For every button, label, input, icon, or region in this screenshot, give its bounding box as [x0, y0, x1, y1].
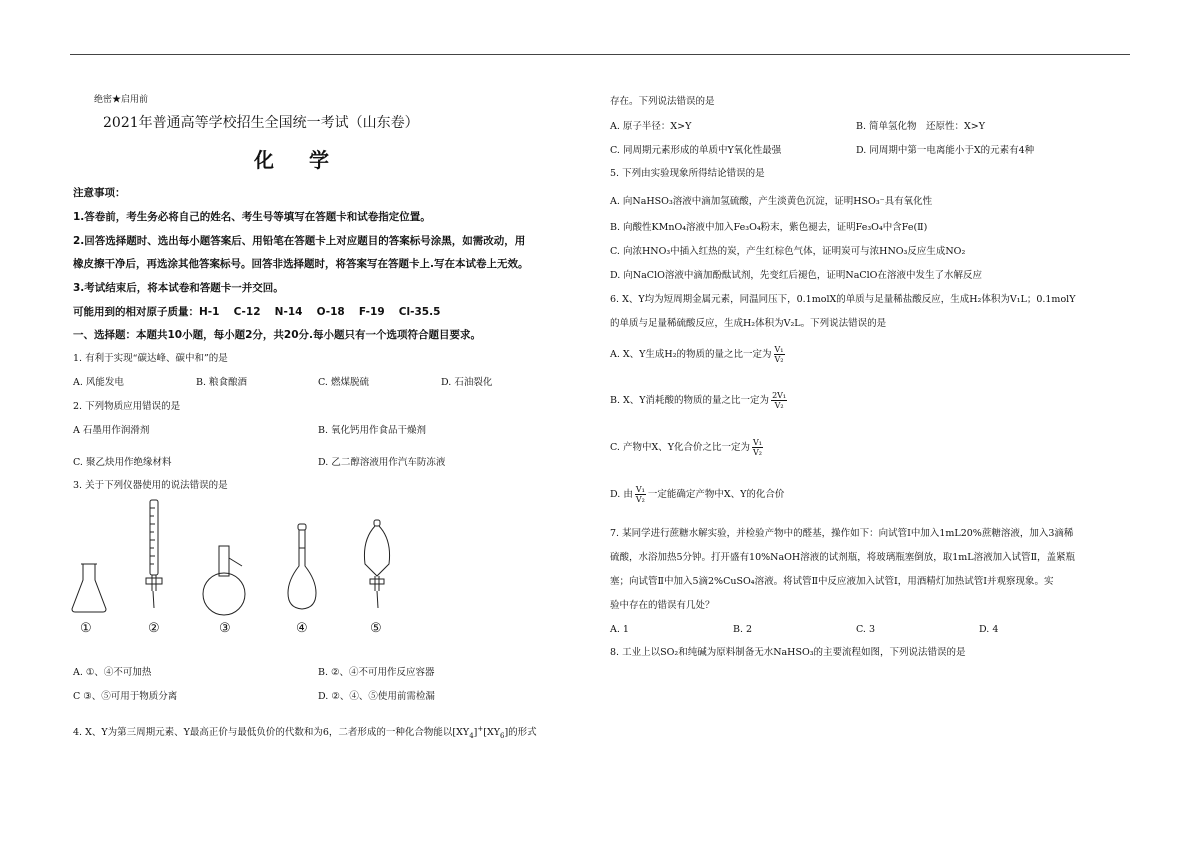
q3-stem: 3. 关于下列仪器使用的说法错误的是: [73, 480, 228, 491]
q3-option-b: B. ②、④不可用作反应容器: [318, 667, 435, 678]
q7-line-1: 7. 某同学进行蔗糖水解实验，并检验产物中的醛基，操作如下：向试管Ⅰ中加入1mL20%蔗糖溶液，加入3滴稀: [610, 528, 1074, 539]
distilling-flask-icon: [203, 546, 245, 615]
q1-stem: 1. 有利于实现“碳达峰、碳中和”的是: [73, 353, 228, 364]
q5-option-a: A. 向NaHSO₃溶液中滴加氢硫酸，产生淡黄色沉淀，证明HSO₃⁻具有氧化性: [610, 196, 933, 207]
q5-option-b: B. 向酸性KMnO₄溶液中加入Fe₃O₄粉末，紫色褪去，证明Fe₃O₄中含Fe(Ⅱ): [610, 222, 928, 233]
q1-option-a: A. 风能发电: [73, 377, 124, 388]
q5-stem: 5. 下列由实验现象所得结论错误的是: [610, 168, 765, 179]
exam-title: 2021年普通高等学校招生全国统一考试（山东卷）: [103, 115, 419, 131]
q2-option-b: B. 氧化钙用作食品干燥剂: [318, 425, 427, 436]
fraction-v1-v2: $\frac{\text{V₁}}{\text{V₂}}$: [774, 345, 784, 364]
q4-option-a: A. 原子半径：X>Y: [610, 121, 692, 132]
q5-option-d: D. 向NaClO溶液中滴加酚酞试剂，先变红后褪色，证明NaClO在溶液中发生了水解反应: [610, 270, 982, 281]
note-2b: 橡皮擦干净后，再选涂其他答案标号。回答非选择题时，将答案写在答题卡上.写在本试卷上无效。: [73, 258, 529, 270]
q4-stem-continued: 存在。下列说法错误的是: [610, 96, 715, 107]
top-rule: [70, 54, 1130, 55]
q4-option-c: C. 同周期元素形成的单质中Y氧化性最强: [610, 145, 782, 156]
q7-option-d: D. 4: [979, 624, 999, 635]
section-1-heading: 一、选择题：本题共10小题，每小题2分，共20分.每小题只有一个选项符合题目要求。: [73, 329, 482, 341]
apparatus-label-5: ⑤: [370, 621, 382, 636]
q2-stem: 2. 下列物质应用错误的是: [73, 401, 181, 412]
q6-stem-line-1: 6. X、Y均为短周期金属元素，同温同压下，0.1molX的单质与足量稀盐酸反应，生成H₂体积为V₁L；0.1molY: [610, 294, 1076, 305]
q2-option-c: C. 聚乙炔用作绝缘材料: [73, 457, 172, 468]
apparatus-label-2: ②: [148, 621, 160, 636]
q7-line-2: 硫酸，水浴加热5分钟。打开盛有10%NaOH溶液的试剂瓶，将玻璃瓶塞倒放，取1mL溶液加入试管Ⅱ，盖紧瓶: [610, 552, 1076, 563]
atomic-masses: 可能用到的相对原子质量：H-1 C-12 N-14 O-18 F-19 Cl-35.5: [73, 306, 441, 318]
fraction-v1-v2: $\frac{\text{V₁}}{\text{V₂}}$: [753, 438, 762, 457]
note-3: 3.考试结束后，将本试卷和答题卡一并交回。: [73, 282, 284, 294]
q2-option-a: A 石墨用作润滑剂: [73, 425, 150, 436]
q6-option-b: B. X、Y消耗酸的物质的量之比一定为 $\frac{\text{2V₁}}{\text{V₂}}$: [610, 391, 787, 410]
q6-option-c: C. 产物中X、Y化合价之比一定为 $\frac{\text{V₁}}{\text{V₂}}$: [610, 438, 762, 457]
q4-stem: 4. X、Y为第三周期元素、Y最高正价与最低负价的代数和为6，二者形成的一种化合物能以$[XY_4]^+[XY_6]$的形式: [73, 725, 537, 741]
conical-flask-icon: [72, 564, 106, 612]
note-1: 1.答卷前，考生务必将自己的姓名、考生号等填写在答题卡和试卷指定位置。: [73, 211, 431, 223]
q1-option-b: B. 粮食酿酒: [196, 377, 248, 388]
q3-option-d: D. ②、④、⑤使用前需检漏: [318, 691, 435, 702]
burette-icon: [146, 500, 162, 608]
q6-option-d: D. 由 $\frac{\text{V₁}}{\text{V₂}}$ 一定能确定产物中X、Y的化合价: [610, 485, 785, 504]
q7-option-b: B. 2: [733, 624, 753, 635]
q3-apparatus-figure: [66, 496, 406, 621]
q8-stem: 8. 工业上以SO₂和纯碱为原料制备无水NaHSO₃的主要流程如图，下列说法错误的是: [610, 647, 966, 658]
q7-line-4: 验中存在的错误有几处？: [610, 600, 715, 611]
secret-label: 绝密★启用前: [94, 95, 149, 105]
q1-option-d: D. 石油裂化: [441, 377, 493, 388]
q1-option-c: C. 燃煤脱硫: [318, 377, 369, 388]
q4-option-b: B. 简单氢化物 还原性：X>Y: [856, 121, 986, 132]
q3-option-a: A. ①、④不可加热: [73, 667, 152, 678]
volumetric-flask-icon: [288, 524, 316, 609]
apparatus-label-4: ④: [296, 621, 308, 636]
q3-option-c: C ③、⑤可用于物质分离: [73, 691, 178, 702]
q2-option-d: D. 乙二醇溶液用作汽车防冻液: [318, 457, 446, 468]
note-2a: 2.回答选择题时、选出每小题答案后、用铅笔在答题卡上对应题目的答案标号涂黑，如需改动，用: [73, 235, 526, 247]
q7-option-a: A. 1: [610, 624, 629, 635]
subject-title: 化 学: [254, 148, 343, 172]
q7-option-c: C. 3: [856, 624, 876, 635]
q5-option-c: C. 向浓HNO₃中插入红热的炭，产生红棕色气体，证明炭可与浓HNO₃反应生成NO₂: [610, 246, 966, 257]
notes-heading: 注意事项：: [73, 187, 126, 199]
q6-stem-line-2: 的单质与足量稀硫酸反应，生成H₂体积为V₂L。下列说法错误的是: [610, 318, 887, 329]
separatory-funnel-icon: [364, 520, 389, 608]
apparatus-label-3: ③: [219, 621, 231, 636]
q7-line-3: 塞；向试管Ⅱ中加入5滴2%CuSO₄溶液。将试管Ⅱ中反应液加入试管Ⅰ，用酒精灯加热试管Ⅰ并观察现象。实: [610, 576, 1054, 587]
apparatus-label-1: ①: [80, 621, 92, 636]
q4-option-d: D. 同周期中第一电离能小于X的元素有4种: [856, 145, 1035, 156]
fraction-v1-v2: $\frac{\text{V₁}}{\text{V₂}}$: [635, 485, 645, 504]
fraction-2v1-v2: $\frac{\text{2V₁}}{\text{V₂}}$: [772, 391, 787, 410]
q6-option-a: A. X、Y生成H₂的物质的量之比一定为 $\frac{\text{V₁}}{\text{V₂}}$: [610, 345, 784, 364]
